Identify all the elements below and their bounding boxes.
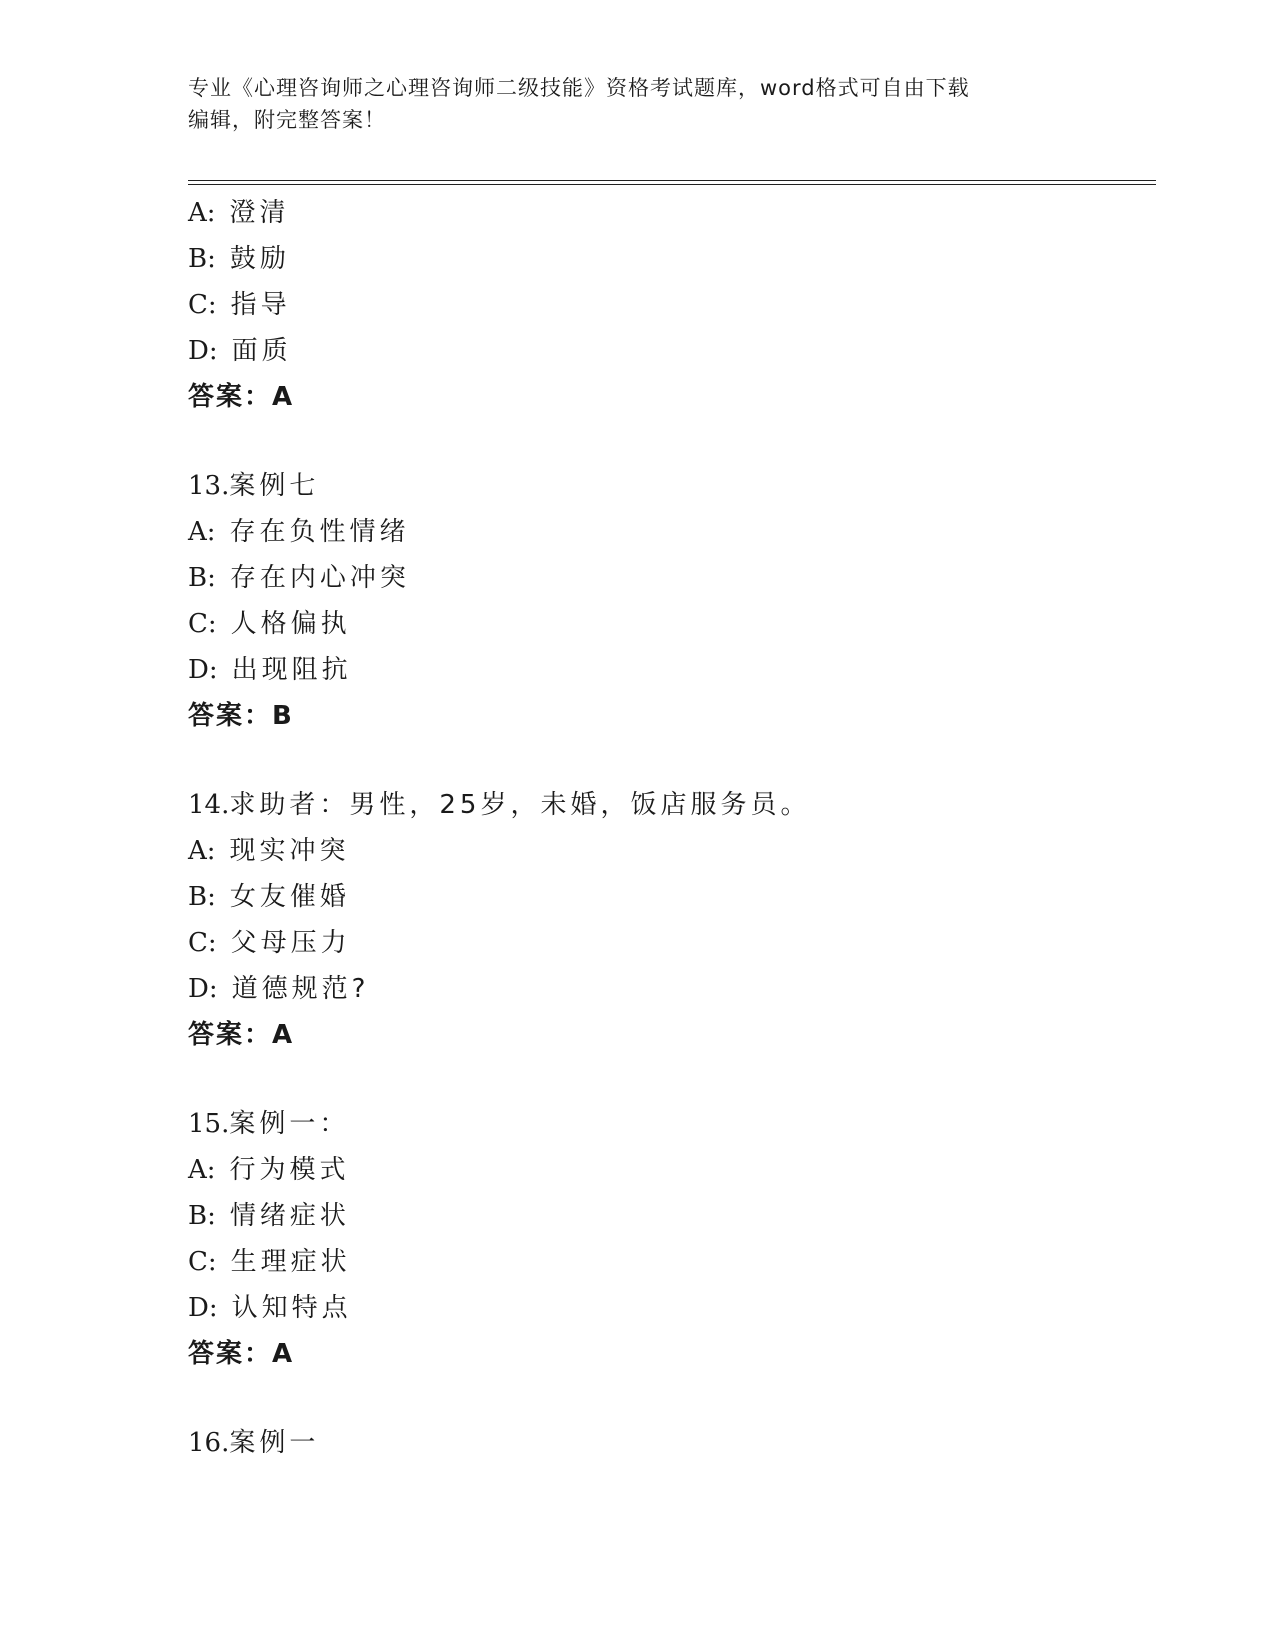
option-d: [188, 328, 1148, 374]
answer: 答案：A: [188, 1339, 295, 1369]
option-text: 现实冲突: [229, 836, 350, 866]
option-letter: B:: [188, 882, 216, 912]
option-c: [188, 601, 1148, 647]
option-b: [188, 555, 1148, 601]
option-a: [188, 828, 1148, 874]
option-text: 认知特点: [231, 1293, 352, 1323]
header-divider-bottom: [188, 184, 1156, 185]
option-letter: A:: [188, 836, 216, 866]
question-title: [188, 463, 1148, 509]
option-text: 存在负性情绪: [229, 517, 410, 547]
question-title: [188, 1101, 1148, 1147]
option-c: [188, 1239, 1148, 1285]
option-d: [188, 647, 1148, 693]
option-text: 澄清: [229, 198, 290, 228]
option-text: 鼓励: [229, 244, 290, 274]
option-letter: B:: [188, 244, 216, 274]
option-text: 生理症状: [230, 1247, 351, 1277]
option-letter: B:: [188, 1201, 216, 1231]
question-title: [188, 1420, 1148, 1466]
option-c: [188, 920, 1148, 966]
answer: 答案：A: [188, 382, 295, 412]
question-13: [188, 463, 1148, 739]
option-a: [188, 1147, 1148, 1193]
option-d: [188, 966, 1148, 1012]
question-15: [188, 1101, 1148, 1377]
question-text: 案例一: [229, 1428, 320, 1458]
question-number: 13.: [188, 471, 230, 501]
option-text: 父母压力: [230, 928, 351, 958]
question-text: 案例七: [229, 471, 320, 501]
question-14: [188, 782, 1148, 1058]
option-text: 道德规范?: [231, 974, 370, 1004]
option-text: 出现阻抗: [231, 655, 352, 685]
option-letter: C:: [188, 1247, 217, 1277]
option-letter: D:: [188, 1293, 218, 1323]
question-text: 案例一：: [229, 1109, 350, 1139]
question-gap: [188, 420, 1148, 463]
option-text: 人格偏执: [230, 609, 351, 639]
option-text: 存在内心冲突: [229, 563, 410, 593]
option-letter: C:: [188, 609, 217, 639]
option-text: 情绪症状: [229, 1201, 350, 1231]
answer: 答案：B: [188, 701, 294, 731]
option-b: [188, 874, 1148, 920]
option-text: 面质: [231, 336, 292, 366]
header-line-2: 编辑，附完整答案！: [188, 108, 386, 132]
question-list: [188, 190, 1148, 1466]
question-title: [188, 782, 1148, 828]
question-12: [188, 190, 1148, 420]
question-number: 14.: [188, 790, 230, 820]
option-text: 指导: [230, 290, 291, 320]
option-text: 行为模式: [229, 1155, 350, 1185]
header-divider-top: [188, 180, 1156, 181]
question-16: [188, 1420, 1148, 1466]
header-line-1: 专业《心理咨询师之心理咨询师二级技能》资格考试题库，word格式可自由下载: [188, 76, 970, 100]
question-gap: [188, 739, 1148, 782]
option-letter: B:: [188, 563, 216, 593]
option-d: [188, 1285, 1148, 1331]
option-letter: A:: [188, 198, 216, 228]
option-letter: D:: [188, 336, 218, 366]
question-text: 求助者：男性，25岁，未婚，饭店服务员。: [229, 790, 811, 820]
option-text: 女友催婚: [229, 882, 350, 912]
option-letter: D:: [188, 974, 218, 1004]
option-letter: C:: [188, 928, 217, 958]
option-letter: C:: [188, 290, 217, 320]
answer: 答案：A: [188, 1020, 295, 1050]
question-number: 15.: [188, 1109, 230, 1139]
question-gap: [188, 1058, 1148, 1101]
question-gap: [188, 1377, 1148, 1420]
question-number: 16.: [188, 1428, 230, 1458]
option-letter: D:: [188, 655, 218, 685]
option-a: [188, 190, 1148, 236]
option-c: [188, 282, 1148, 328]
option-b: [188, 236, 1148, 282]
option-letter: A:: [188, 517, 216, 547]
option-a: [188, 509, 1148, 555]
option-letter: A:: [188, 1155, 216, 1185]
document-header: [188, 72, 1068, 136]
option-b: [188, 1193, 1148, 1239]
